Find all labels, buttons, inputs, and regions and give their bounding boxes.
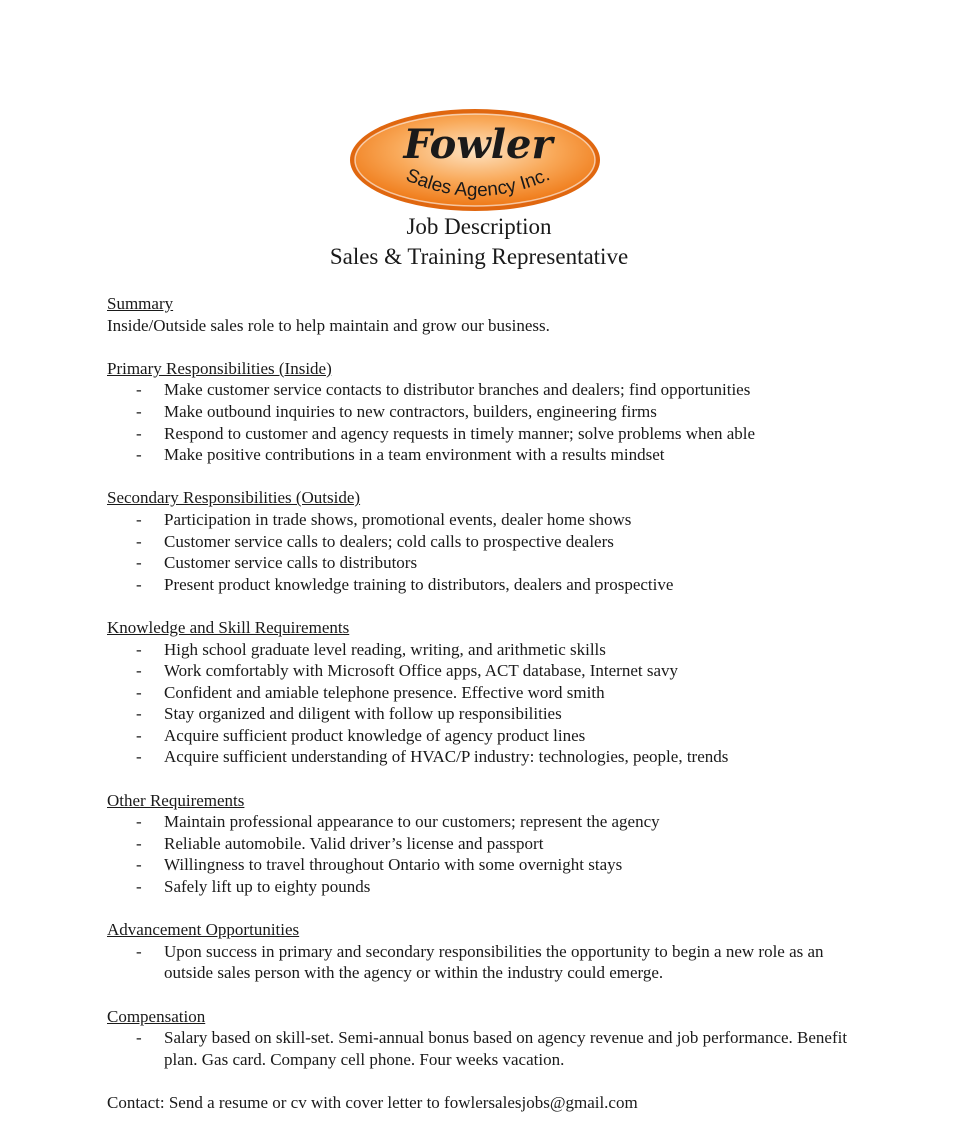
list-item (107, 703, 867, 725)
bullet-dash: - (136, 941, 142, 961)
list-item (107, 941, 867, 984)
bullet-list (107, 509, 867, 595)
bullet-dash: - (136, 812, 142, 832)
list-item (107, 660, 867, 682)
list-item (107, 811, 867, 833)
bullet-list (107, 941, 867, 984)
list-item (107, 746, 867, 768)
bullet-dash: - (136, 833, 142, 853)
section-heading: Primary Responsibilities (Inside) (107, 358, 332, 378)
bullet-list (107, 379, 867, 465)
other-requirements-section (107, 790, 867, 898)
summary-text: Inside/Outside sales role to help maintain and grow our business. (107, 315, 550, 335)
knowledge-skill-section (107, 617, 867, 768)
compensation-section (107, 1006, 867, 1071)
bullet-dash: - (136, 445, 142, 465)
list-item-text: High school graduate level reading, writing, and arithmetic skills (164, 639, 606, 659)
bullet-dash: - (136, 725, 142, 745)
logo-subline: Sales Agency Inc. (402, 164, 553, 202)
list-item-text: Customer service calls to dealers; cold calls to prospective dealers (164, 531, 614, 551)
bullet-list (107, 639, 867, 769)
bullet-list (107, 1027, 867, 1070)
company-logo (347, 106, 603, 216)
list-item-text: Salary based on skill-set. Semi-annual bonus based on agency revenue and job performance. Benefit plan. Gas card. Company cell phone. Four weeks vacation. (164, 1028, 848, 1069)
list-item (107, 574, 867, 596)
list-item-text: Make positive contributions in a team environment with a results mindset (164, 445, 665, 465)
list-item (107, 639, 867, 661)
list-item (107, 509, 867, 531)
section-heading: Advancement Opportunities (107, 920, 300, 940)
list-item-text: Stay organized and diligent with follow up responsibilities (164, 704, 562, 724)
list-item-text: Safely lift up to eighty pounds (164, 877, 371, 897)
job-description-body (107, 293, 867, 1114)
list-item-text: Maintain professional appearance to our customers; represent the agency (164, 812, 660, 832)
summary-section (107, 293, 867, 336)
bullet-dash: - (136, 380, 142, 400)
list-item (107, 725, 867, 747)
section-heading: Secondary Responsibilities (Outside) (107, 488, 361, 508)
bullet-dash: - (136, 639, 142, 659)
summary-heading: Summary (107, 294, 174, 313)
list-item-text: Acquire sufficient product knowledge of agency product lines (164, 725, 586, 745)
bullet-dash: - (136, 574, 142, 594)
list-item-text: Present product knowledge training to distributors, dealers and prospective (164, 574, 674, 594)
list-item (107, 833, 867, 855)
title-position: Sales & Training Representative (329, 244, 629, 269)
list-item-text: Work comfortably with Microsoft Office apps, ACT database, Internet savy (164, 661, 679, 681)
primary-responsibilities-section (107, 358, 867, 466)
document-title (0, 212, 958, 272)
list-item-text: Upon success in primary and secondary responsibilities the opportunity to begin a new role as an outside sales person with the agency or within the industry could emerge. (164, 941, 824, 983)
contact-line: Contact: Send a resume or cv with cover letter to fowlersalesjobs@gmail.com (107, 1092, 638, 1112)
list-item (107, 876, 867, 898)
list-item (107, 1027, 867, 1070)
company-logo-graphic (347, 106, 603, 216)
bullet-dash: - (136, 661, 142, 681)
list-item-text: Confident and amiable telephone presence. Effective word smith (164, 682, 605, 702)
list-item-text: Make outbound inquiries to new contractors, builders, engineering firms (164, 401, 657, 421)
list-item-text: Participation in trade shows, promotional events, dealer home shows (164, 509, 632, 529)
list-item-text: Customer service calls to distributors (164, 553, 418, 573)
bullet-dash: - (136, 704, 142, 724)
list-item (107, 531, 867, 553)
bullet-dash: - (136, 1028, 142, 1048)
section-heading: Compensation (107, 1006, 206, 1026)
secondary-responsibilities-section (107, 487, 867, 595)
list-item (107, 854, 867, 876)
bullet-dash: - (136, 401, 142, 421)
list-item-text: Willingness to travel throughout Ontario with some overnight stays (164, 855, 623, 875)
section-heading: Knowledge and Skill Requirements (107, 617, 350, 637)
bullet-dash: - (136, 553, 142, 573)
list-item (107, 552, 867, 574)
list-item (107, 423, 867, 445)
list-item (107, 401, 867, 423)
bullet-dash: - (136, 747, 142, 767)
bullet-list (107, 811, 867, 897)
list-item-text: Make customer service contacts to distributor branches and dealers; find opportunities (164, 380, 751, 400)
logo-wordmark: Fowler (403, 121, 553, 168)
section-heading: Other Requirements (107, 790, 245, 810)
list-item (107, 444, 867, 466)
bullet-dash: - (136, 855, 142, 875)
list-item-text: Acquire sufficient understanding of HVAC/P industry: technologies, people, trends (164, 747, 729, 767)
advancement-section (107, 919, 867, 984)
list-item (107, 379, 867, 401)
list-item-text: Reliable automobile. Valid driver’s license and passport (164, 833, 544, 853)
bullet-dash: - (136, 682, 142, 702)
bullet-dash: - (136, 531, 142, 551)
bullet-dash: - (136, 423, 142, 443)
list-item (107, 682, 867, 704)
title-job-description: Job Description (406, 214, 552, 239)
bullet-dash: - (136, 509, 142, 529)
list-item-text: Respond to customer and agency requests in timely manner; solve problems when able (164, 423, 756, 443)
bullet-dash: - (136, 877, 142, 897)
